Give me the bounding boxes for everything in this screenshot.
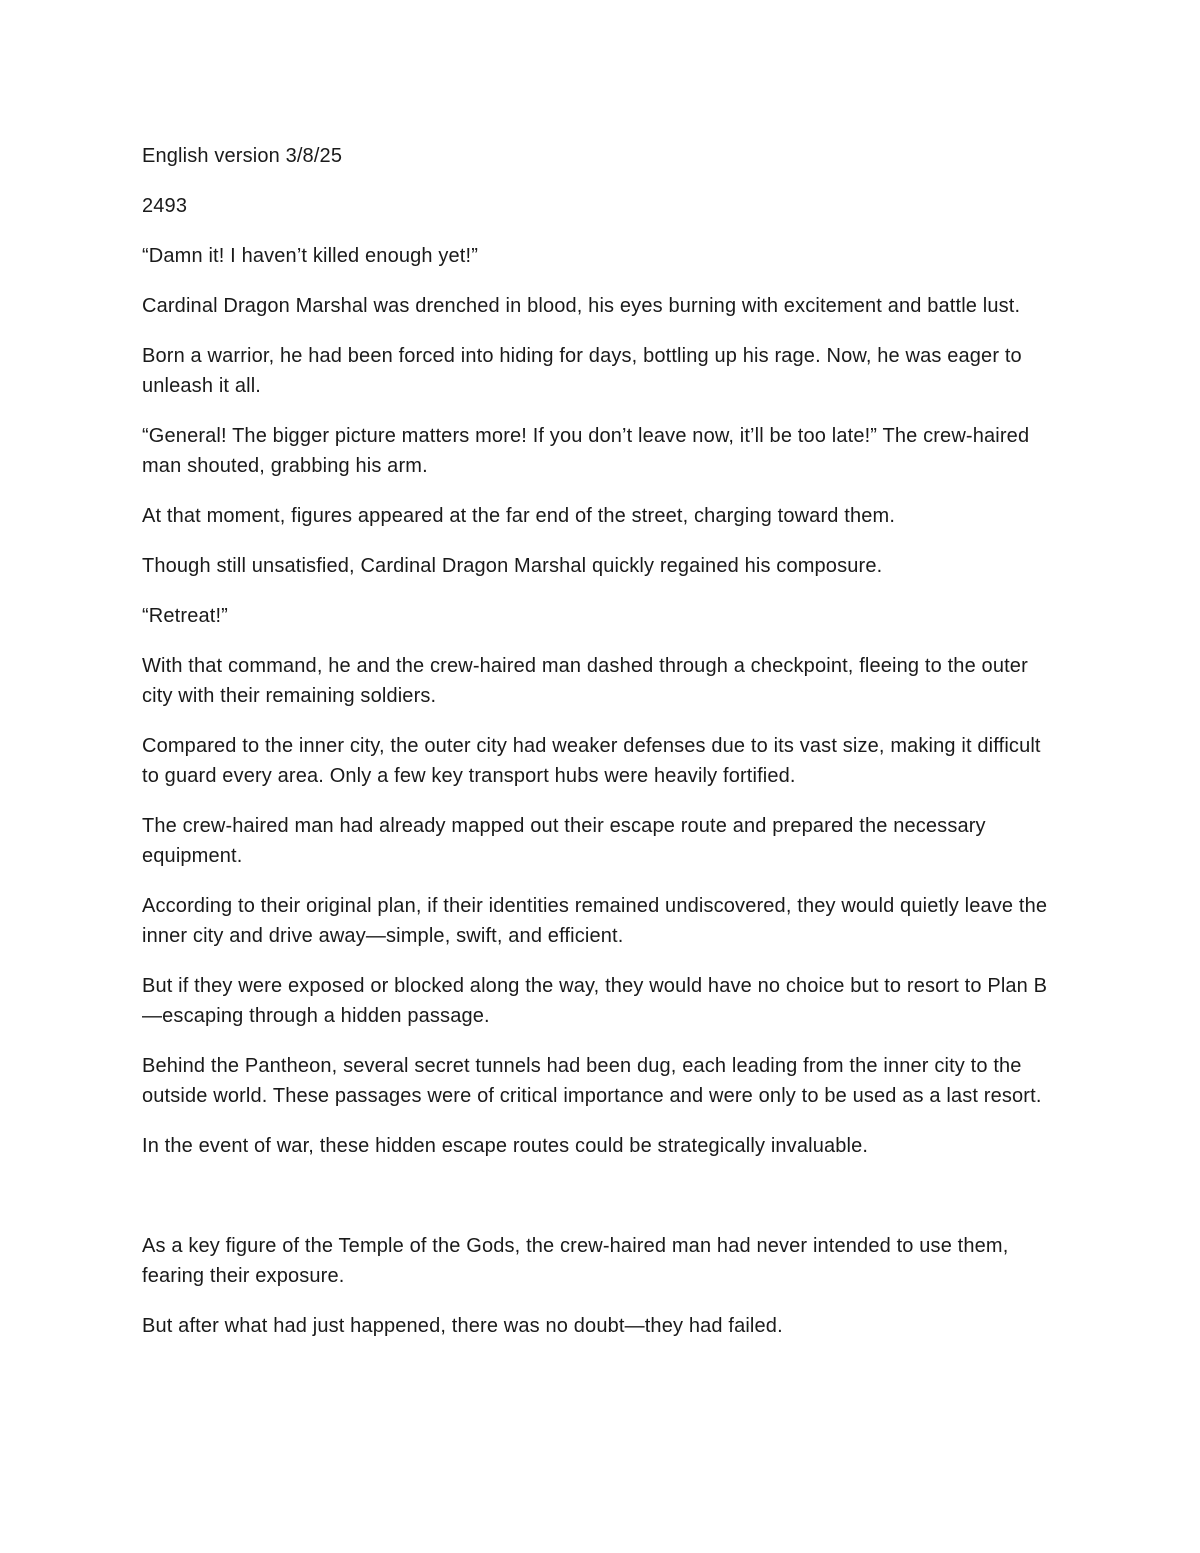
paragraph: At that moment, figures appeared at the far end of the street, charging toward them. <box>142 505 896 527</box>
paragraph: But after what had just happened, there was no doubt—they had failed. <box>142 1315 783 1337</box>
paragraph: “General! The bigger picture matters more! If you don’t leave now, it’ll be too late!” The crew-haired man shouted, grabbing his arm. <box>142 425 1030 477</box>
paragraph: Though still unsatisfied, Cardinal Dragon Marshal quickly regained his composure. <box>142 555 883 577</box>
paragraph: As a key figure of the Temple of the Gods, the crew-haired man had never intended to use them, fearing their exposure. <box>142 1235 1009 1287</box>
paragraph: “Damn it! I haven’t killed enough yet!” <box>142 245 479 267</box>
paragraph: Behind the Pantheon, several secret tunnels had been dug, each leading from the inner city to the outside world. These passages were of critical importance and were only to be used as a last resort. <box>142 1055 1042 1107</box>
empty-paragraph <box>142 1181 1062 1211</box>
paragraph: Born a warrior, he had been forced into hiding for days, bottling up his rage. Now, he was eager to unleash it all. <box>142 345 1022 397</box>
paragraph: Cardinal Dragon Marshal was drenched in blood, his eyes burning with excitement and battle lust. <box>142 295 1021 317</box>
chapter-number: 2493 <box>142 195 188 217</box>
paragraph: “Retreat!” <box>142 605 228 627</box>
paragraph: With that command, he and the crew-haired man dashed through a checkpoint, fleeing to the outer city with their remaining soldiers. <box>142 655 1028 707</box>
document-body <box>142 141 1062 1361</box>
paragraph: But if they were exposed or blocked along the way, they would have no choice but to resort to Plan B—escaping through a hidden passage. <box>142 975 1048 1027</box>
document-header: English version 3/8/25 <box>142 145 343 167</box>
paragraph: The crew-haired man had already mapped out their escape route and prepared the necessary equipment. <box>142 815 986 867</box>
paragraph: According to their original plan, if their identities remained undiscovered, they would quietly leave the inner city and drive away—simple, swift, and efficient. <box>142 895 1048 947</box>
paragraph: Compared to the inner city, the outer city had weaker defenses due to its vast size, making it difficult to guard every area. Only a few key transport hubs were heavily fortified. <box>142 735 1041 787</box>
paragraph: In the event of war, these hidden escape routes could be strategically invaluable. <box>142 1135 869 1157</box>
